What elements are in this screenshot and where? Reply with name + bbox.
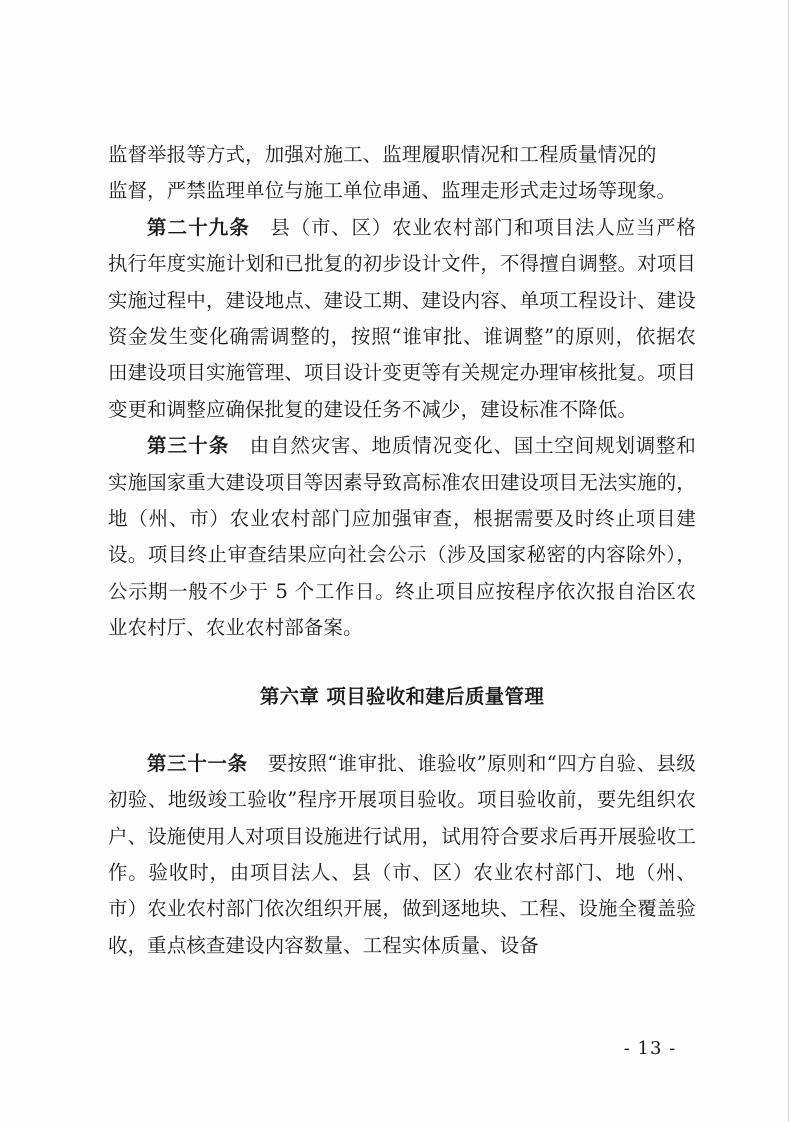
page-edge-line [788,0,789,1122]
article-30-text: 由自然灾害、地质情况变化、国土空间规划调整和实施国家重大建设项目等因素导致高标准农田建设项目无法实施的，地（州、市）农业农村部门应加强审查，根据需要及时终止项目建设。项目终止审查结果应向社会公示（涉及国家秘密的内容除外），公示期一般不少于 5 个工作日。终止项目应按程序依次报自治区农业农村厅、农业农村部备案。 [108,434,696,640]
chapter-6-heading: 第六章 项目验收和建后质量管理 [259,684,545,708]
document-body [108,137,696,964]
article-29-text: 县（市、区）农业农村部门和项目法人应当严格执行年度实施计划和已批复的初步设计文件，不得擅自调整。对项目实施过程中，建设地点、建设工期、建设内容、单项工程设计、建设资金发生变化确需调整的，按照“谁审批、谁调整”的原则，依据农田建设项目实施管理、项目设计变更等有关规定办理审核批复。项目变更和调整应确保批复的建设任务不减少，建设标准不降低。 [108,215,697,421]
intro-line-1: 监督举报等方式，加强对施工、监理履职情况和工程质量情况的 [108,143,657,166]
intro-line-2: 监督，严禁监理单位与施工单位串通、监理走形式走过场等现象。 [108,179,677,203]
page-number: - 13 - [623,1038,677,1059]
article-31 [108,746,696,964]
article-29 [108,210,696,428]
article-29-number: 第二十九条 [147,215,251,239]
paragraph-intro [108,137,696,210]
article-31-text: 要按照“谁审批、谁验收”原则和“四方自验、县级初验、地级竣工验收”程序开展项目验收。项目验收前，要先组织农户、设施使用人对项目设施进行试用，试用符合要求后再开展验收工作。验收时，由项目法人、县（市、区）农业农村部门、地（州、市）农业农村部门依次组织开展，做到逐地块、工程、设施全覆盖验收，重点核查建设内容数量、工程实体质量、设备 [108,751,697,957]
article-31-number: 第三十一条 [147,751,248,775]
article-30 [108,428,696,646]
article-30-number: 第三十条 [147,434,230,458]
